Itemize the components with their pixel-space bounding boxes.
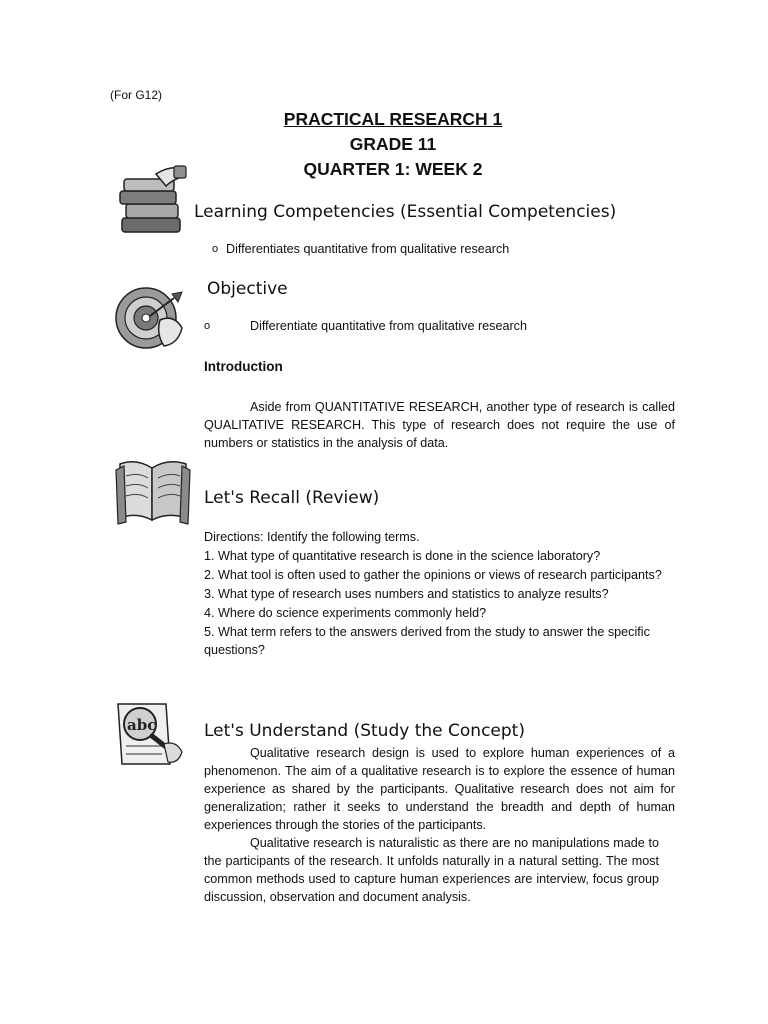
recall-question-5: 5. What term refers to the answers derived from the study to answer the specific questions?: [204, 625, 650, 657]
understand-body: [204, 744, 675, 906]
competency-bullet: o: [212, 243, 219, 255]
competency-item: Differentiates quantitative from qualitative research: [226, 242, 510, 256]
open-book-icon: [114, 456, 192, 531]
recall-list: [204, 528, 675, 659]
recall-heading: Let's Recall (Review): [204, 488, 380, 508]
objective-item: Differentiate quantitative from qualitative research: [250, 319, 527, 333]
svg-text:abc: abc: [127, 716, 157, 734]
recall-directions: Directions: Identify the following terms.: [204, 530, 420, 544]
recall-question-1: 1. What type of quantitative research is done in the science laboratory?: [204, 549, 601, 563]
understand-heading: Let's Understand (Study the Concept): [204, 721, 525, 741]
quarter-title: QUARTER 1: WEEK 2: [303, 159, 483, 179]
grade-tag: (For G12): [110, 88, 163, 102]
recall-question-4: 4. Where do science experiments commonly held?: [204, 606, 487, 620]
grade-title: GRADE 11: [349, 134, 437, 154]
target-dart-icon: [112, 284, 192, 359]
magnifier-abc-icon: [114, 700, 186, 773]
objective-bullet: o: [204, 320, 211, 332]
recall-question-2: 2. What tool is often used to gather the opinions or views of research participants?: [204, 568, 662, 582]
introduction-paragraph: [204, 398, 675, 452]
introduction-heading: Introduction: [204, 359, 283, 374]
page-title: PRACTICAL RESEARCH 1: [283, 109, 503, 129]
understand-paragraph-1: Qualitative research design is used to explore human experiences of a phenomenon. The aim of a qualitative research is to explore the essence of human experience as shared by the participants. Qualitative research does not aim for generalization; rather it seeks to understand the breadth and depth of human experiences through the stories of the participants.: [204, 746, 675, 832]
books-hand-icon: [112, 164, 192, 247]
understand-paragraph-2: Qualitative research is naturalistic as there are no manipulations made to the participants of the research. It unfolds naturally in a natural setting. The most common methods used to capture human experiences are interview, focus group discussion, observation and document analysis.: [204, 836, 659, 904]
recall-question-3: 3. What type of research uses numbers and statistics to analyze results?: [204, 587, 609, 601]
objective-heading: Objective: [207, 279, 288, 299]
competencies-heading: Learning Competencies (Essential Competencies): [194, 202, 617, 222]
introduction-text: Aside from QUANTITATIVE RESEARCH, another type of research is called QUALITATIVE RESEARCH. This type of research does not require the use of numbers or statistics in the analysis of data.: [204, 400, 675, 450]
